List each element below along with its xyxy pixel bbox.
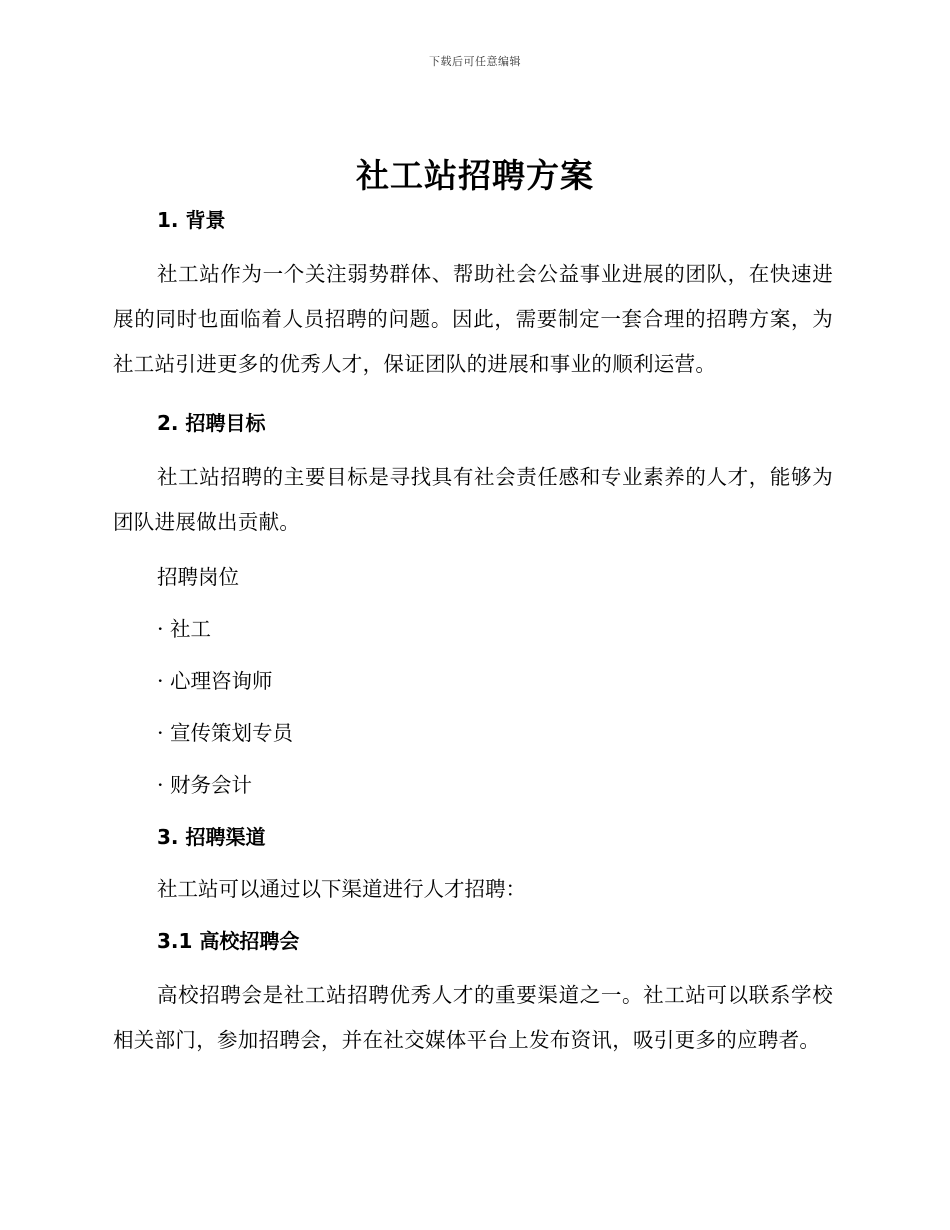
header-note: 下载后可任意编辑 (429, 55, 521, 68)
position-item: · 财务会计 (157, 773, 253, 797)
positions-label: 招聘岗位 (157, 565, 239, 589)
paragraph-background: 社工站作为一个关注弱势群体、帮助社会公益事业进展的团队，在快速进展的同时也面临着人员招聘的问题。因此，需要制定一套合理的招聘方案，为社工站引进更多的优秀人才，保证团队的进展和事业的顺利运营。 (113, 262, 833, 376)
heading-channels: 3. 招聘渠道 (157, 825, 266, 849)
position-item: · 心理咨询师 (157, 669, 273, 693)
document-title: 社工站招聘方案 (356, 156, 594, 195)
heading-campus-recruitment: 3.1 高校招聘会 (157, 929, 300, 953)
heading-goals: 2. 招聘目标 (157, 411, 266, 435)
position-item: · 宣传策划专员 (157, 721, 294, 745)
document-body (113, 200, 833, 1063)
position-item: · 社工 (157, 617, 212, 641)
paragraph-channels: 社工站可以通过以下渠道进行人才招聘： (157, 877, 526, 901)
paragraph-goals: 社工站招聘的主要目标是寻找具有社会责任感和专业素养的人才，能够为团队进展做出贡献。 (113, 465, 833, 534)
heading-background: 1. 背景 (157, 208, 226, 232)
paragraph-campus-recruitment: 高校招聘会是社工站招聘优秀人才的重要渠道之一。社工站可以联系学校相关部门，参加招聘会，并在社交媒体平台上发布资讯，吸引更多的应聘者。 (113, 983, 833, 1052)
